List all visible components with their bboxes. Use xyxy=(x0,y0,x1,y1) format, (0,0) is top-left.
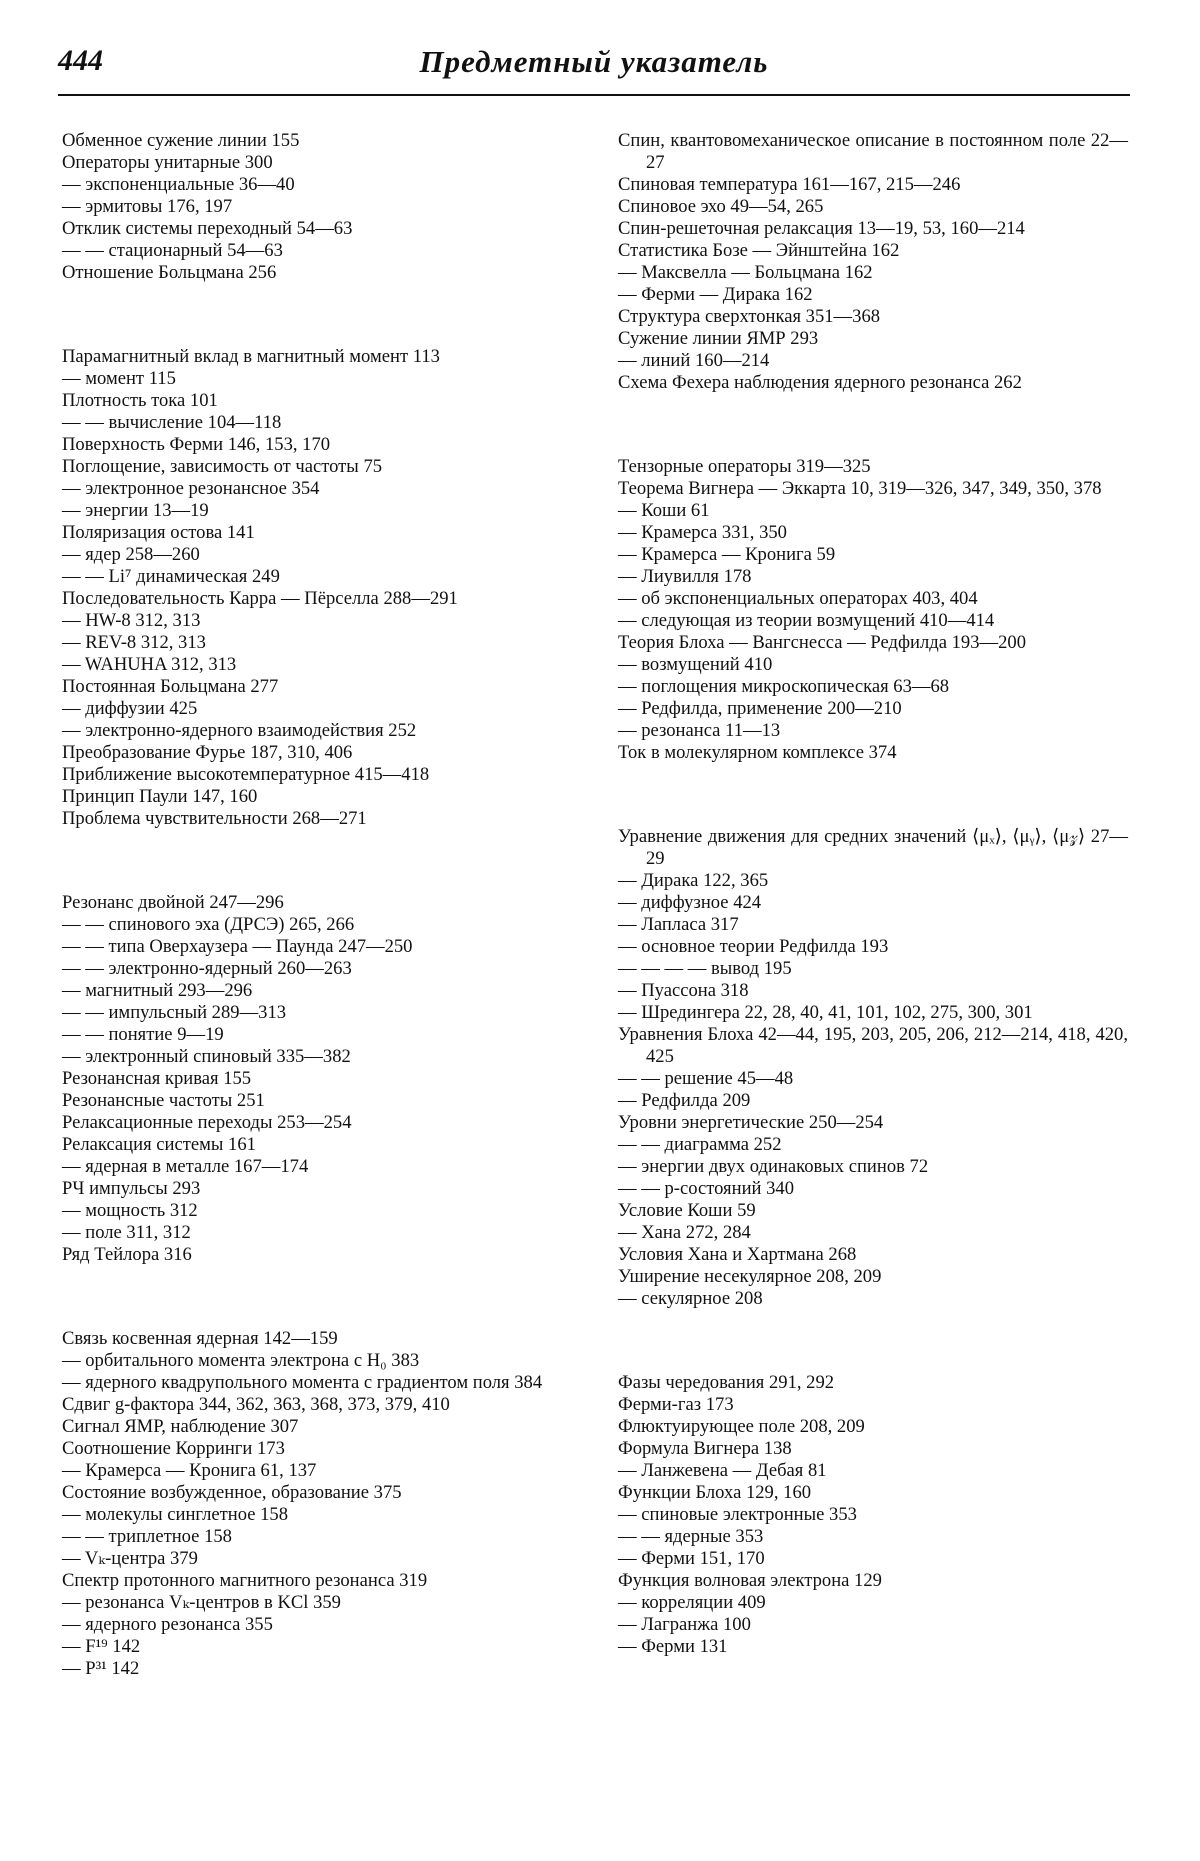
index-entry: Спин-решеточная релаксация 13—19, 53, 160—214 xyxy=(618,218,1025,239)
index-entry: — REV-8 312, 313 xyxy=(62,632,206,653)
index-entry: — — импульсный 289—313 xyxy=(62,1002,287,1023)
index-entry: Отношение Больцмана 256 xyxy=(62,262,277,283)
index-entry: — — p-состояний 340 xyxy=(618,1178,795,1199)
index-entry: — — электронно-ядерный 260—263 xyxy=(62,958,352,979)
index-entry: — Шредингера 22, 28, 40, 41, 101, 102, 275, 300, 301 xyxy=(618,1002,1033,1023)
index-entry: — Ферми 131 xyxy=(618,1636,728,1657)
index-entry: Уравнение движения для средних значений ⟨μₓ⟩, ⟨μᵧ⟩, ⟨μ𝓏⟩ 27—29 xyxy=(618,826,1128,869)
index-entry: — — — — вывод 195 xyxy=(618,958,792,979)
index-entry: Статистика Бозе — Эйнштейна 162 xyxy=(618,240,900,261)
index-section xyxy=(618,130,1128,394)
index-entry: — P³¹ 142 xyxy=(62,1658,140,1679)
index-entry: — мощность 312 xyxy=(62,1200,198,1221)
section-gap xyxy=(618,1310,1128,1372)
index-entry: — диффузии 425 xyxy=(62,698,198,719)
page-title: Предметный указатель xyxy=(419,44,769,79)
header-rule xyxy=(58,94,1130,96)
index-entry: — — ядерные 353 xyxy=(618,1526,764,1547)
index-entry: Схема Фехера наблюдения ядерного резонанса 262 xyxy=(618,372,1022,393)
index-entry: Связь косвенная ядерная 142—159 xyxy=(62,1328,338,1349)
index-entry: Ряд Тейлора 316 xyxy=(62,1244,192,1265)
index-entry: Условие Коши 59 xyxy=(618,1200,756,1221)
index-entry: — резонанса Vₖ-центров в KCl 359 xyxy=(62,1592,341,1613)
index-entry: Уровни энергетические 250—254 xyxy=(618,1112,884,1133)
index-entry: Преобразование Фурье 187, 310, 406 xyxy=(62,742,353,763)
index-entry: — экспоненциальные 36—40 xyxy=(62,174,295,195)
index-entry: — ядерного резонанса 355 xyxy=(62,1614,273,1635)
index-entry: — электронный спиновый 335—382 xyxy=(62,1046,351,1067)
index-entry: — спиновые электронные 353 xyxy=(618,1504,857,1525)
index-entry: — энергии 13—19 xyxy=(62,500,209,521)
index-entry: Функции Блоха 129, 160 xyxy=(618,1482,812,1503)
index-entry: Состояние возбужденное, образование 375 xyxy=(62,1482,402,1503)
section-gap xyxy=(62,1266,552,1328)
index-entry: — магнитный 293—296 xyxy=(62,980,253,1001)
index-entry: — эрмитовы 176, 197 xyxy=(62,196,233,217)
index-entry: Резонансная кривая 155 xyxy=(62,1068,252,1089)
index-entry: Плотность тока 101 xyxy=(62,390,218,411)
index-entry: — об экспоненциальных операторах 403, 404 xyxy=(618,588,978,609)
index-entry: — Ферми — Дирака 162 xyxy=(618,284,813,305)
running-header xyxy=(58,44,1130,88)
index-entry: Уширение несекулярное 208, 209 xyxy=(618,1266,882,1287)
index-entry: Последовательность Карра — Пёрселла 288—291 xyxy=(62,588,458,609)
index-section xyxy=(62,892,552,1266)
index-entry: Сдвиг g-фактора 344, 362, 363, 368, 373, 379, 410 xyxy=(62,1394,450,1415)
index-section xyxy=(618,456,1128,764)
index-entry: — следующая из теории возмущений 410—414 xyxy=(618,610,995,631)
index-entry: — возмущений 410 xyxy=(618,654,773,675)
index-entry: — Редфилда 209 xyxy=(618,1090,751,1111)
index-entry: — Лагранжа 100 xyxy=(618,1614,751,1635)
index-entry: Соотношение Корринги 173 xyxy=(62,1438,285,1459)
index-entry: — Vₖ-центра 379 xyxy=(62,1548,198,1569)
index-entry: — корреляции 409 xyxy=(618,1592,766,1613)
index-entry: — F¹⁹ 142 xyxy=(62,1636,141,1657)
index-entry: Резонансные частоты 251 xyxy=(62,1090,265,1111)
index-entry: — Редфилда, применение 200—210 xyxy=(618,698,902,719)
index-entry: Резонанс двойной 247—296 xyxy=(62,892,284,913)
index-entry: — Коши 61 xyxy=(618,500,710,521)
section-gap xyxy=(62,284,552,346)
index-entry: Обменное сужение линии 155 xyxy=(62,130,300,151)
index-entry: — ядерного квадрупольного момента с градиентом поля 384 xyxy=(62,1372,543,1393)
index-entry: — — решение 45—48 xyxy=(618,1068,794,1089)
index-entry: Парамагнитный вклад в магнитный момент 113 xyxy=(62,346,440,367)
index-entry: Спиновая температура 161—167, 215—246 xyxy=(618,174,961,195)
index-entry: — резонанса 11—13 xyxy=(618,720,781,741)
index-entry: Спиновое эхо 49—54, 265 xyxy=(618,196,824,217)
index-entry: Отклик системы переходный 54—63 xyxy=(62,218,353,239)
index-section xyxy=(62,346,552,830)
index-entry: Флюктуирующее поле 208, 209 xyxy=(618,1416,865,1437)
index-entry: — ядер 258—260 xyxy=(62,544,200,565)
index-entry: Спин, квантовомеханическое описание в постоянном поле 22—27 xyxy=(618,130,1128,173)
index-entry: Поглощение, зависимость от частоты 75 xyxy=(62,456,383,477)
index-entry: Условия Хана и Хартмана 268 xyxy=(618,1244,857,1265)
index-entry: Тензорные операторы 319—325 xyxy=(618,456,871,477)
index-entry: — энергии двух одинаковых спинов 72 xyxy=(618,1156,929,1177)
index-entry: — Ланжевена — Дебая 81 xyxy=(618,1460,827,1481)
index-entry: — момент 115 xyxy=(62,368,176,389)
index-entry: Поверхность Ферми 146, 153, 170 xyxy=(62,434,331,455)
index-entry: Принцип Паули 147, 160 xyxy=(62,786,258,807)
index-entry: — Крамерса 331, 350 xyxy=(618,522,787,543)
index-entry: — Лиувилля 178 xyxy=(618,566,752,587)
index-entry: Релаксация системы 161 xyxy=(62,1134,256,1155)
index-entry: — диффузное 424 xyxy=(618,892,762,913)
index-entry: Ферми-газ 173 xyxy=(618,1394,734,1415)
index-entry: — — Li⁷ динамическая 249 xyxy=(62,566,280,587)
index-entry: — Пуассона 318 xyxy=(618,980,749,1001)
index-entry: — основное теории Редфилда 193 xyxy=(618,936,889,957)
index-entry: Формула Вигнера 138 xyxy=(618,1438,792,1459)
index-entry: Операторы унитарные 300 xyxy=(62,152,273,173)
index-entry: — линий 160—214 xyxy=(618,350,770,371)
right-column xyxy=(618,130,1128,1658)
index-entry: — электронно-ядерного взаимодействия 252 xyxy=(62,720,417,741)
index-entry: — поглощения микроскопическая 63—68 xyxy=(618,676,950,697)
index-entry: — Крамерса — Кронига 59 xyxy=(618,544,836,565)
index-entry: Сигнал ЯМР, наблюдение 307 xyxy=(62,1416,299,1437)
section-gap xyxy=(618,394,1128,456)
index-entry: Теория Блоха — Вангснесса — Редфилда 193—200 xyxy=(618,632,1026,653)
index-entry: Сужение линии ЯМР 293 xyxy=(618,328,819,349)
index-entry: — WAHUHA 312, 313 xyxy=(62,654,237,675)
index-entry: — молекулы синглетное 158 xyxy=(62,1504,289,1525)
index-entry: — орбитального момента электрона с H₀ 383 xyxy=(62,1350,420,1371)
index-entry: Ток в молекулярном комплексе 374 xyxy=(618,742,897,763)
index-entry: Приближение высокотемпературное 415—418 xyxy=(62,764,430,785)
index-entry: — Крамерса — Кронига 61, 137 xyxy=(62,1460,317,1481)
index-entry: Функция волновая электрона 129 xyxy=(618,1570,882,1591)
index-entry: — ядерная в металле 167—174 xyxy=(62,1156,309,1177)
index-entry: Теорема Вигнера — Эккарта 10, 319—326, 347, 349, 350, 378 xyxy=(618,478,1102,499)
index-entry: — — диаграмма 252 xyxy=(618,1134,782,1155)
index-entry: — — понятие 9—19 xyxy=(62,1024,224,1045)
index-section xyxy=(618,1372,1128,1658)
index-entry: — Ферми 151, 170 xyxy=(618,1548,765,1569)
index-entry: — Лапласа 317 xyxy=(618,914,739,935)
index-entry: Релаксационные переходы 253—254 xyxy=(62,1112,352,1133)
index-entry: — Хана 272, 284 xyxy=(618,1222,751,1243)
index-entry: — — вычисление 104—118 xyxy=(62,412,282,433)
index-entry: — — спинового эха (ДРСЭ) 265, 266 xyxy=(62,914,355,935)
index-section xyxy=(62,130,552,284)
index-entry: — Максвелла — Больцмана 162 xyxy=(618,262,873,283)
index-entry: — поле 311, 312 xyxy=(62,1222,191,1243)
index-entry: — электронное резонансное 354 xyxy=(62,478,320,499)
page-number: 444 xyxy=(58,44,103,77)
index-entry: — секулярное 208 xyxy=(618,1288,763,1309)
index-entry: Проблема чувствительности 268—271 xyxy=(62,808,367,829)
index-entry: Фазы чередования 291, 292 xyxy=(618,1372,835,1393)
index-entry: Структура сверхтонкая 351—368 xyxy=(618,306,881,327)
index-entry: — — стационарный 54—63 xyxy=(62,240,283,261)
index-entry: Уравнения Блоха 42—44, 195, 203, 205, 206, 212—214, 418, 420, 425 xyxy=(618,1024,1128,1067)
index-section xyxy=(62,1328,552,1680)
index-entry: — — типа Оверхаузера — Паунда 247—250 xyxy=(62,936,413,957)
index-entry: — HW-8 312, 313 xyxy=(62,610,201,631)
index-entry: Спектр протонного магнитного резонанса 319 xyxy=(62,1570,428,1591)
section-gap xyxy=(62,830,552,892)
section-gap xyxy=(618,764,1128,826)
index-section xyxy=(618,826,1128,1310)
index-entry: Постоянная Больцмана 277 xyxy=(62,676,279,697)
index-entry: — Дирака 122, 365 xyxy=(618,870,769,891)
index-entry: — — триплетное 158 xyxy=(62,1526,232,1547)
index-entry: Поляризация остова 141 xyxy=(62,522,255,543)
index-entry: РЧ импульсы 293 xyxy=(62,1178,201,1199)
left-column xyxy=(62,130,552,1680)
